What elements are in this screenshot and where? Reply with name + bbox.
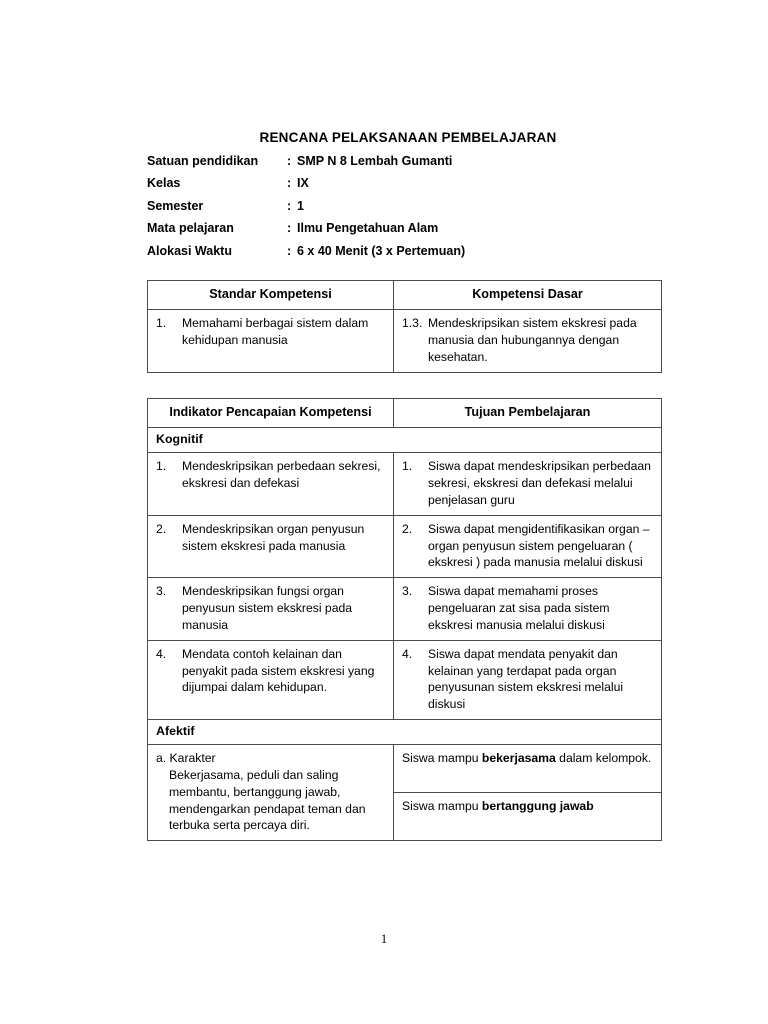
metadata-value-alokasi-waktu: 6 x 40 Menit (3 x Pertemuan): [297, 243, 466, 258]
list-text: Mendeskripsikan organ penyusun sistem ekskresi pada manusia: [182, 521, 365, 553]
metadata-row-semester: [147, 199, 661, 221]
document-metadata: [147, 154, 661, 266]
section-header-kognitif: [148, 428, 662, 453]
table-row: [148, 515, 662, 577]
table-row: [148, 640, 662, 719]
indicator-cell-3: [148, 578, 394, 640]
afektif-goal-keyword: bertanggung jawab: [481, 799, 594, 814]
indicator-header-tujuan: Tujuan Pembelajaran: [394, 398, 662, 427]
competency-header-dasar: Kompetensi Dasar: [394, 280, 662, 309]
section-header-afektif: [148, 719, 662, 744]
indicator-header-indikator: Indikator Pencapaian Kompetensi: [148, 398, 394, 427]
metadata-label-semester: Semester: [147, 198, 204, 213]
metadata-label-alokasi-waktu: Alokasi Waktu: [147, 243, 232, 258]
list-number: 1.: [156, 459, 167, 474]
table-row: [148, 453, 662, 515]
list-number: 1.3.: [402, 316, 423, 331]
list-number: 3.: [156, 584, 167, 599]
metadata-value-mata-pelajaran: Ilmu Pengetahuan Alam: [297, 221, 439, 236]
metadata-separator: :: [287, 243, 292, 258]
table-row: [148, 578, 662, 640]
objective-cell-1: [394, 453, 662, 515]
metadata-separator: :: [287, 198, 292, 213]
list-number: 4.: [402, 646, 413, 661]
metadata-separator: :: [287, 221, 292, 236]
metadata-separator: :: [287, 154, 292, 168]
table-row: [148, 745, 662, 793]
indicator-cell-1: [148, 453, 394, 515]
section-title-afektif: Afektif: [148, 719, 662, 744]
list-number: 1.: [156, 316, 167, 331]
afektif-goal-prefix: Siswa mampu: [402, 751, 482, 766]
competency-header-standar: Standar Kompetensi: [148, 280, 394, 309]
metadata-value-semester: 1: [297, 198, 304, 213]
metadata-row-satuan-pendidikan: [147, 154, 661, 176]
list-text: Mendeskripsikan fungsi organ penyusun sistem ekskresi pada manusia: [182, 584, 353, 632]
list-text: Memahami berbagai sistem dalam kehidupan manusia: [182, 316, 369, 348]
list-text: Siswa dapat mengidentifikasikan organ – organ penyusun sistem pengeluaran ( ekskresi ) pada manusia melalui diskusi: [428, 521, 650, 570]
list-number: 1.: [402, 459, 413, 474]
list-text: Siswa dapat mendata penyakit dan kelainan yang terdapat pada organ penyusunan sistem ekskresi melalui diskusi: [428, 646, 624, 712]
metadata-row-kelas: [147, 176, 661, 198]
page-number: 1: [380, 932, 388, 946]
indicator-cell-4: [148, 640, 394, 719]
indicator-cell-2: [148, 515, 394, 577]
section-title-kognitif: Kognitif: [148, 428, 662, 453]
objective-cell-4: [394, 640, 662, 719]
afektif-goal-keyword: bekerjasama: [481, 751, 556, 766]
metadata-label-kelas: Kelas: [147, 176, 181, 191]
objective-cell-2: [394, 515, 662, 577]
metadata-row-mata-pelajaran: [147, 221, 661, 243]
afektif-goal-suffix: dalam kelompok.: [555, 751, 652, 766]
competency-header-row: [148, 280, 662, 309]
afektif-goal-prefix: Siswa mampu: [402, 799, 482, 814]
list-number: 3.: [402, 584, 413, 599]
metadata-value-satuan-pendidikan: SMP N 8 Lembah Gumanti: [297, 154, 453, 168]
indicator-table: [147, 398, 662, 842]
list-text: Mendeskripsikan sistem ekskresi pada manusia dan hubungannya dengan kesehatan.: [428, 316, 637, 364]
metadata-value-kelas: IX: [297, 176, 309, 191]
list-text: Mendata contoh kelainan dan penyakit pada sistem ekskresi yang dijumpai dalam kehidupan.: [182, 646, 375, 695]
competency-cell-dasar: [394, 310, 662, 372]
afektif-goal-cell-2: [394, 793, 662, 841]
metadata-row-alokasi-waktu: [147, 244, 661, 266]
list-number: 4.: [156, 646, 167, 661]
indicator-header-row: [148, 398, 662, 427]
afektif-character-label: a. Karakter: [156, 751, 216, 766]
afektif-goal-cell-1: [394, 745, 662, 793]
afektif-character-text: Bekerjasama, peduli dan saling membantu, bertanggung jawab, mendengarkan pendapat teman dan terbuka serta percaya diri.: [169, 767, 366, 833]
list-text: Siswa dapat mendeskripsikan perbedaan sekresi, ekskresi dan defekasi melalui penjelasan guru: [428, 459, 651, 507]
competency-table: [147, 280, 662, 373]
document-content: [147, 130, 661, 841]
list-number: 2.: [156, 521, 167, 536]
list-text: Mendeskripsikan perbedaan sekresi, ekskresi dan defekasi: [182, 459, 381, 491]
metadata-label-satuan-pendidikan: Satuan pendidikan: [147, 154, 259, 168]
competency-body-row: [148, 310, 662, 372]
afektif-character-cell: [148, 745, 394, 841]
metadata-label-mata-pelajaran: Mata pelajaran: [147, 221, 234, 236]
objective-cell-3: [394, 578, 662, 640]
metadata-separator: :: [287, 176, 292, 191]
list-number: 2.: [402, 521, 413, 536]
page-title: RENCANA PELAKSANAAN PEMBELAJARAN: [259, 130, 557, 145]
competency-cell-standar: [148, 310, 394, 372]
list-text: Siswa dapat memahami proses pengeluaran zat sisa pada sistem ekskresi manusia melalui diskusi: [428, 584, 610, 632]
table-spacer: [147, 373, 661, 398]
